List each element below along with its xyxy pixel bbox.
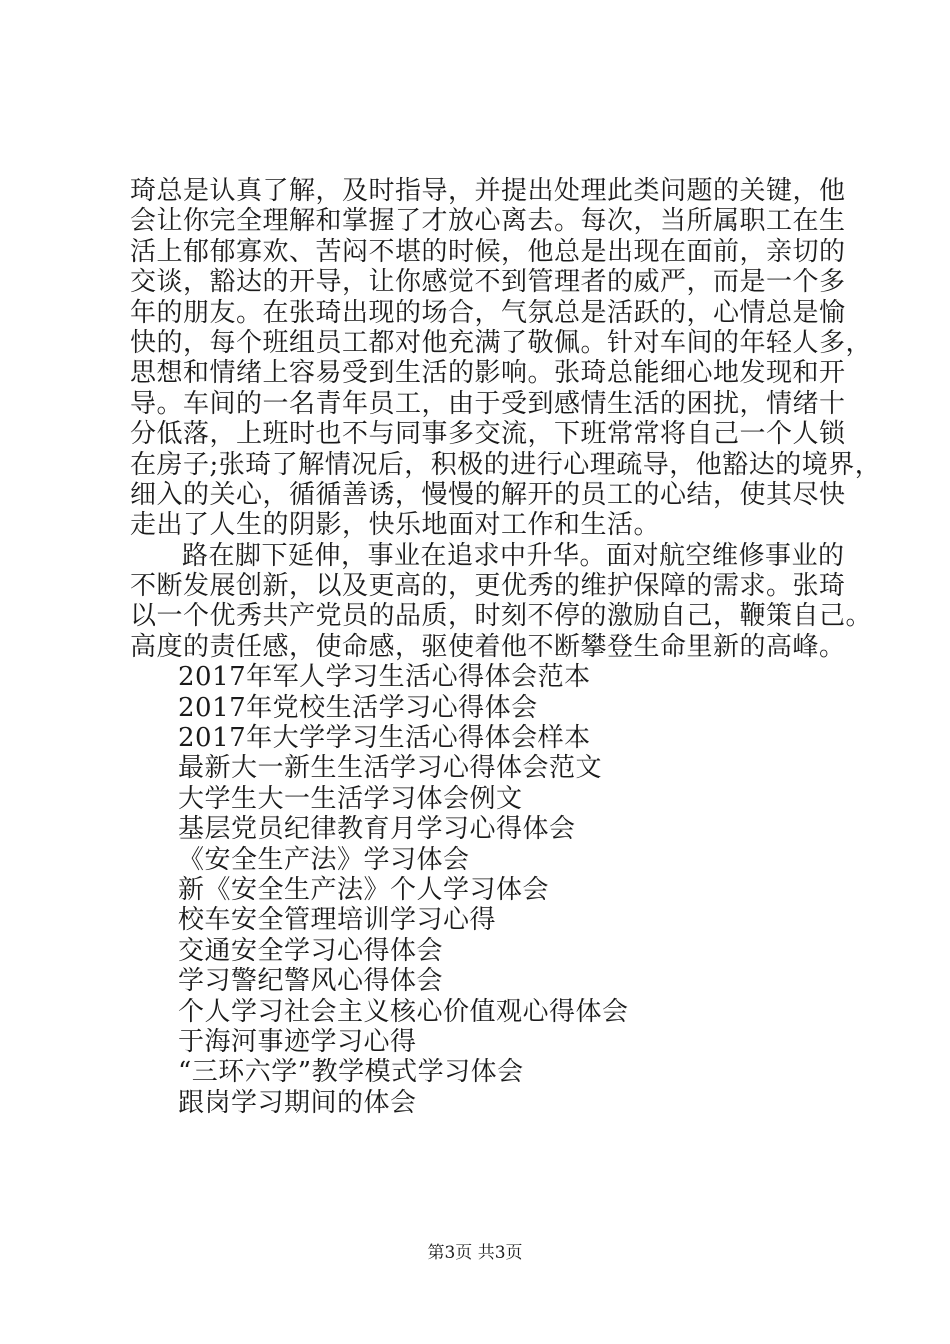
- paragraph-2: [130, 540, 873, 663]
- paragraph-line: 细入的关心，循循善诱，慢慢的解开的员工的心结，使其尽快: [130, 479, 846, 510]
- paragraph-line: 在房子;张琦了解情况后，积极的进行心理疏导，他豁达的境界，: [130, 449, 882, 480]
- related-article-link[interactable]: 2017年党校生活学习心得体会: [178, 692, 538, 723]
- paragraph-line: 不断发展创新，以及更高的，更优秀的维护保障的需求。张琦: [130, 571, 846, 602]
- related-article-link[interactable]: 跟岗学习期间的体会: [178, 1087, 417, 1118]
- related-article-link[interactable]: 交通安全学习心得体会: [178, 935, 444, 966]
- paragraph-line: 路在脚下延伸，事业在追求中升华。面对航空维修事业的: [182, 540, 845, 571]
- paragraph-1: [130, 176, 882, 541]
- paragraph-line: 思想和情绪上容易受到生活的影响。张琦总能细心地发现和开: [130, 358, 846, 389]
- paragraph-line: 导。车间的一名青年员工，由于受到感情生活的困扰，情绪十: [130, 388, 846, 419]
- paragraph-line: 会让你完全理解和掌握了才放心离去。每次，当所属职工在生: [130, 206, 846, 237]
- paragraph-line: 年的朋友。在张琦出现的场合，气氛总是活跃的，心情总是愉: [130, 297, 846, 328]
- related-article-link[interactable]: 最新大一新生生活学习心得体会范文: [178, 753, 603, 784]
- paragraph-line: 快的，每个班组员工都对他充满了敬佩。针对车间的年轻人多，: [130, 327, 873, 358]
- related-article-link[interactable]: 基层党员纪律教育月学习心得体会: [178, 814, 576, 845]
- article-body: [130, 176, 882, 1118]
- related-article-link[interactable]: 个人学习社会主义核心价值观心得体会: [178, 996, 629, 1027]
- related-article-link[interactable]: 校车安全管理培训学习心得: [178, 905, 497, 936]
- paragraph-line: 分低落，上班时也不与同事多交流，下班常常将自己一个人锁: [130, 419, 846, 450]
- related-article-link[interactable]: 于海河事迹学习心得: [178, 1026, 417, 1057]
- paragraph-line: 活上郁郁寡欢、苦闷不堪的时候，他总是出现在面前，亲切的: [130, 236, 846, 267]
- related-articles-list: [130, 662, 830, 1118]
- related-article-link[interactable]: 《安全生产法》学习体会: [178, 844, 470, 875]
- paragraph-line: 高度的责任感，使命感，驱使着他不断攀登生命里新的高峰。: [130, 631, 846, 662]
- related-article-link[interactable]: 2017年军人学习生活心得体会范本: [178, 662, 591, 693]
- related-article-link[interactable]: 学习警纪警风心得体会: [178, 966, 444, 997]
- paragraph-line: 走出了人生的阴影，快乐地面对工作和生活。: [130, 510, 661, 541]
- paragraph-line: 以一个优秀共产党员的品质，时刻不停的激励自己，鞭策自己。: [130, 601, 873, 632]
- related-article-link[interactable]: 新《安全生产法》个人学习体会: [178, 874, 550, 905]
- paragraph-line: 交谈，豁达的开导，让你感觉不到管理者的威严，而是一个多: [130, 267, 846, 298]
- related-article-link[interactable]: 大学生大一生活学习体会例文: [178, 783, 523, 814]
- paragraph-line: 琦总是认真了解，及时指导，并提出处理此类问题的关键，他: [130, 176, 846, 206]
- related-article-link[interactable]: 2017年大学学习生活心得体会样本: [178, 723, 591, 754]
- page-footer: 第3页 共3页: [427, 1243, 523, 1263]
- related-article-link[interactable]: “三环六学”教学模式学习体会: [178, 1057, 524, 1088]
